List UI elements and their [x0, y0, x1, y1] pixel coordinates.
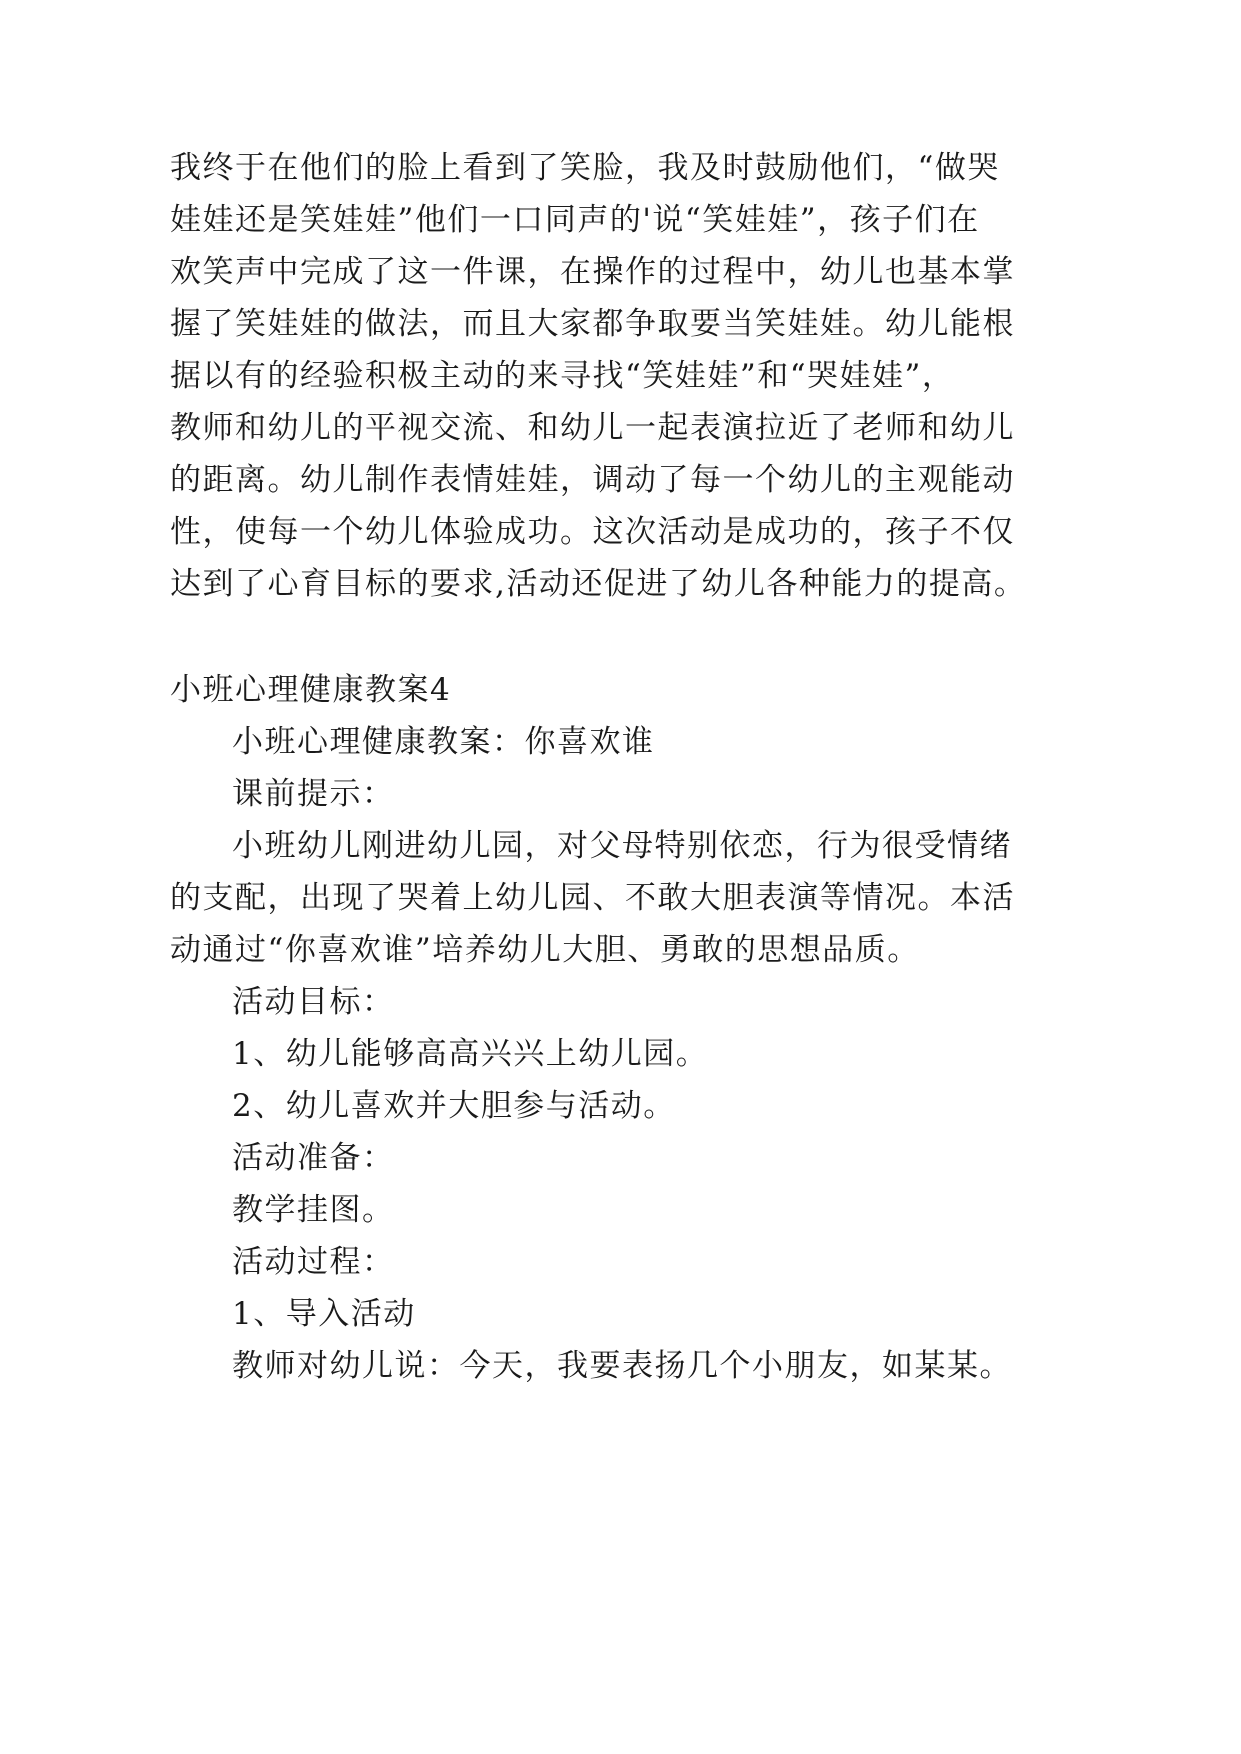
- paragraph-line: 的距离。幼儿制作表情娃娃，调动了每一个幼儿的主观能动: [170, 462, 1015, 498]
- process-text: 教师对幼儿说：今天，我要表扬几个小朋友，如某某。: [232, 1348, 1012, 1384]
- tips-line: 动通过“你喜欢谁”培养幼儿大胆、勇敢的思想品质。: [170, 932, 920, 968]
- tips-line: 小班幼儿刚进幼儿园，对父母特别依恋，行为很受情绪: [232, 828, 1012, 864]
- prep-label: 活动准备：: [232, 1140, 395, 1176]
- process-label: 活动过程：: [232, 1244, 395, 1280]
- section-heading: 小班心理健康教案4: [170, 672, 452, 708]
- goal-item: 2、幼儿喜欢并大胆参与活动。: [232, 1088, 676, 1124]
- paragraph-line: 教师和幼儿的平视交流、和幼儿一起表演拉近了老师和幼儿: [170, 410, 1015, 446]
- paragraph-line: 欢笑声中完成了这一件课，在操作的过程中，幼儿也基本掌: [170, 254, 1015, 290]
- process-step: 1、导入活动: [232, 1296, 416, 1332]
- prep-text: 教学挂图。: [232, 1192, 395, 1228]
- paragraph-line: 我终于在他们的脸上看到了笑脸，我及时鼓励他们，“做哭: [170, 150, 1000, 186]
- paragraph-line: 性，使每一个幼儿体验成功。这次活动是成功的，孩子不仅: [170, 514, 1015, 550]
- goals-label: 活动目标：: [232, 984, 395, 1020]
- paragraph-line: 据以有的经验积极主动的来寻找“笑娃娃”和“哭娃娃”，: [170, 358, 955, 394]
- paragraph-line: 达到了心育目标的要求,活动还促进了幼儿各种能力的提高。: [170, 566, 1027, 602]
- tips-label: 课前提示：: [232, 776, 395, 812]
- paragraph-line: 握了笑娃娃的做法，而且大家都争取要当笑娃娃。幼儿能根: [170, 306, 1015, 342]
- lesson-subtitle: 小班心理健康教案：你喜欢谁: [232, 724, 655, 760]
- tips-line: 的支配，出现了哭着上幼儿园、不敢大胆表演等情况。本活: [170, 880, 1015, 916]
- goal-item: 1、幼儿能够高高兴兴上幼儿园。: [232, 1036, 709, 1072]
- paragraph-line: 娃娃还是笑娃娃”他们一口同声的'说“笑娃娃”，孩子们在: [170, 202, 980, 238]
